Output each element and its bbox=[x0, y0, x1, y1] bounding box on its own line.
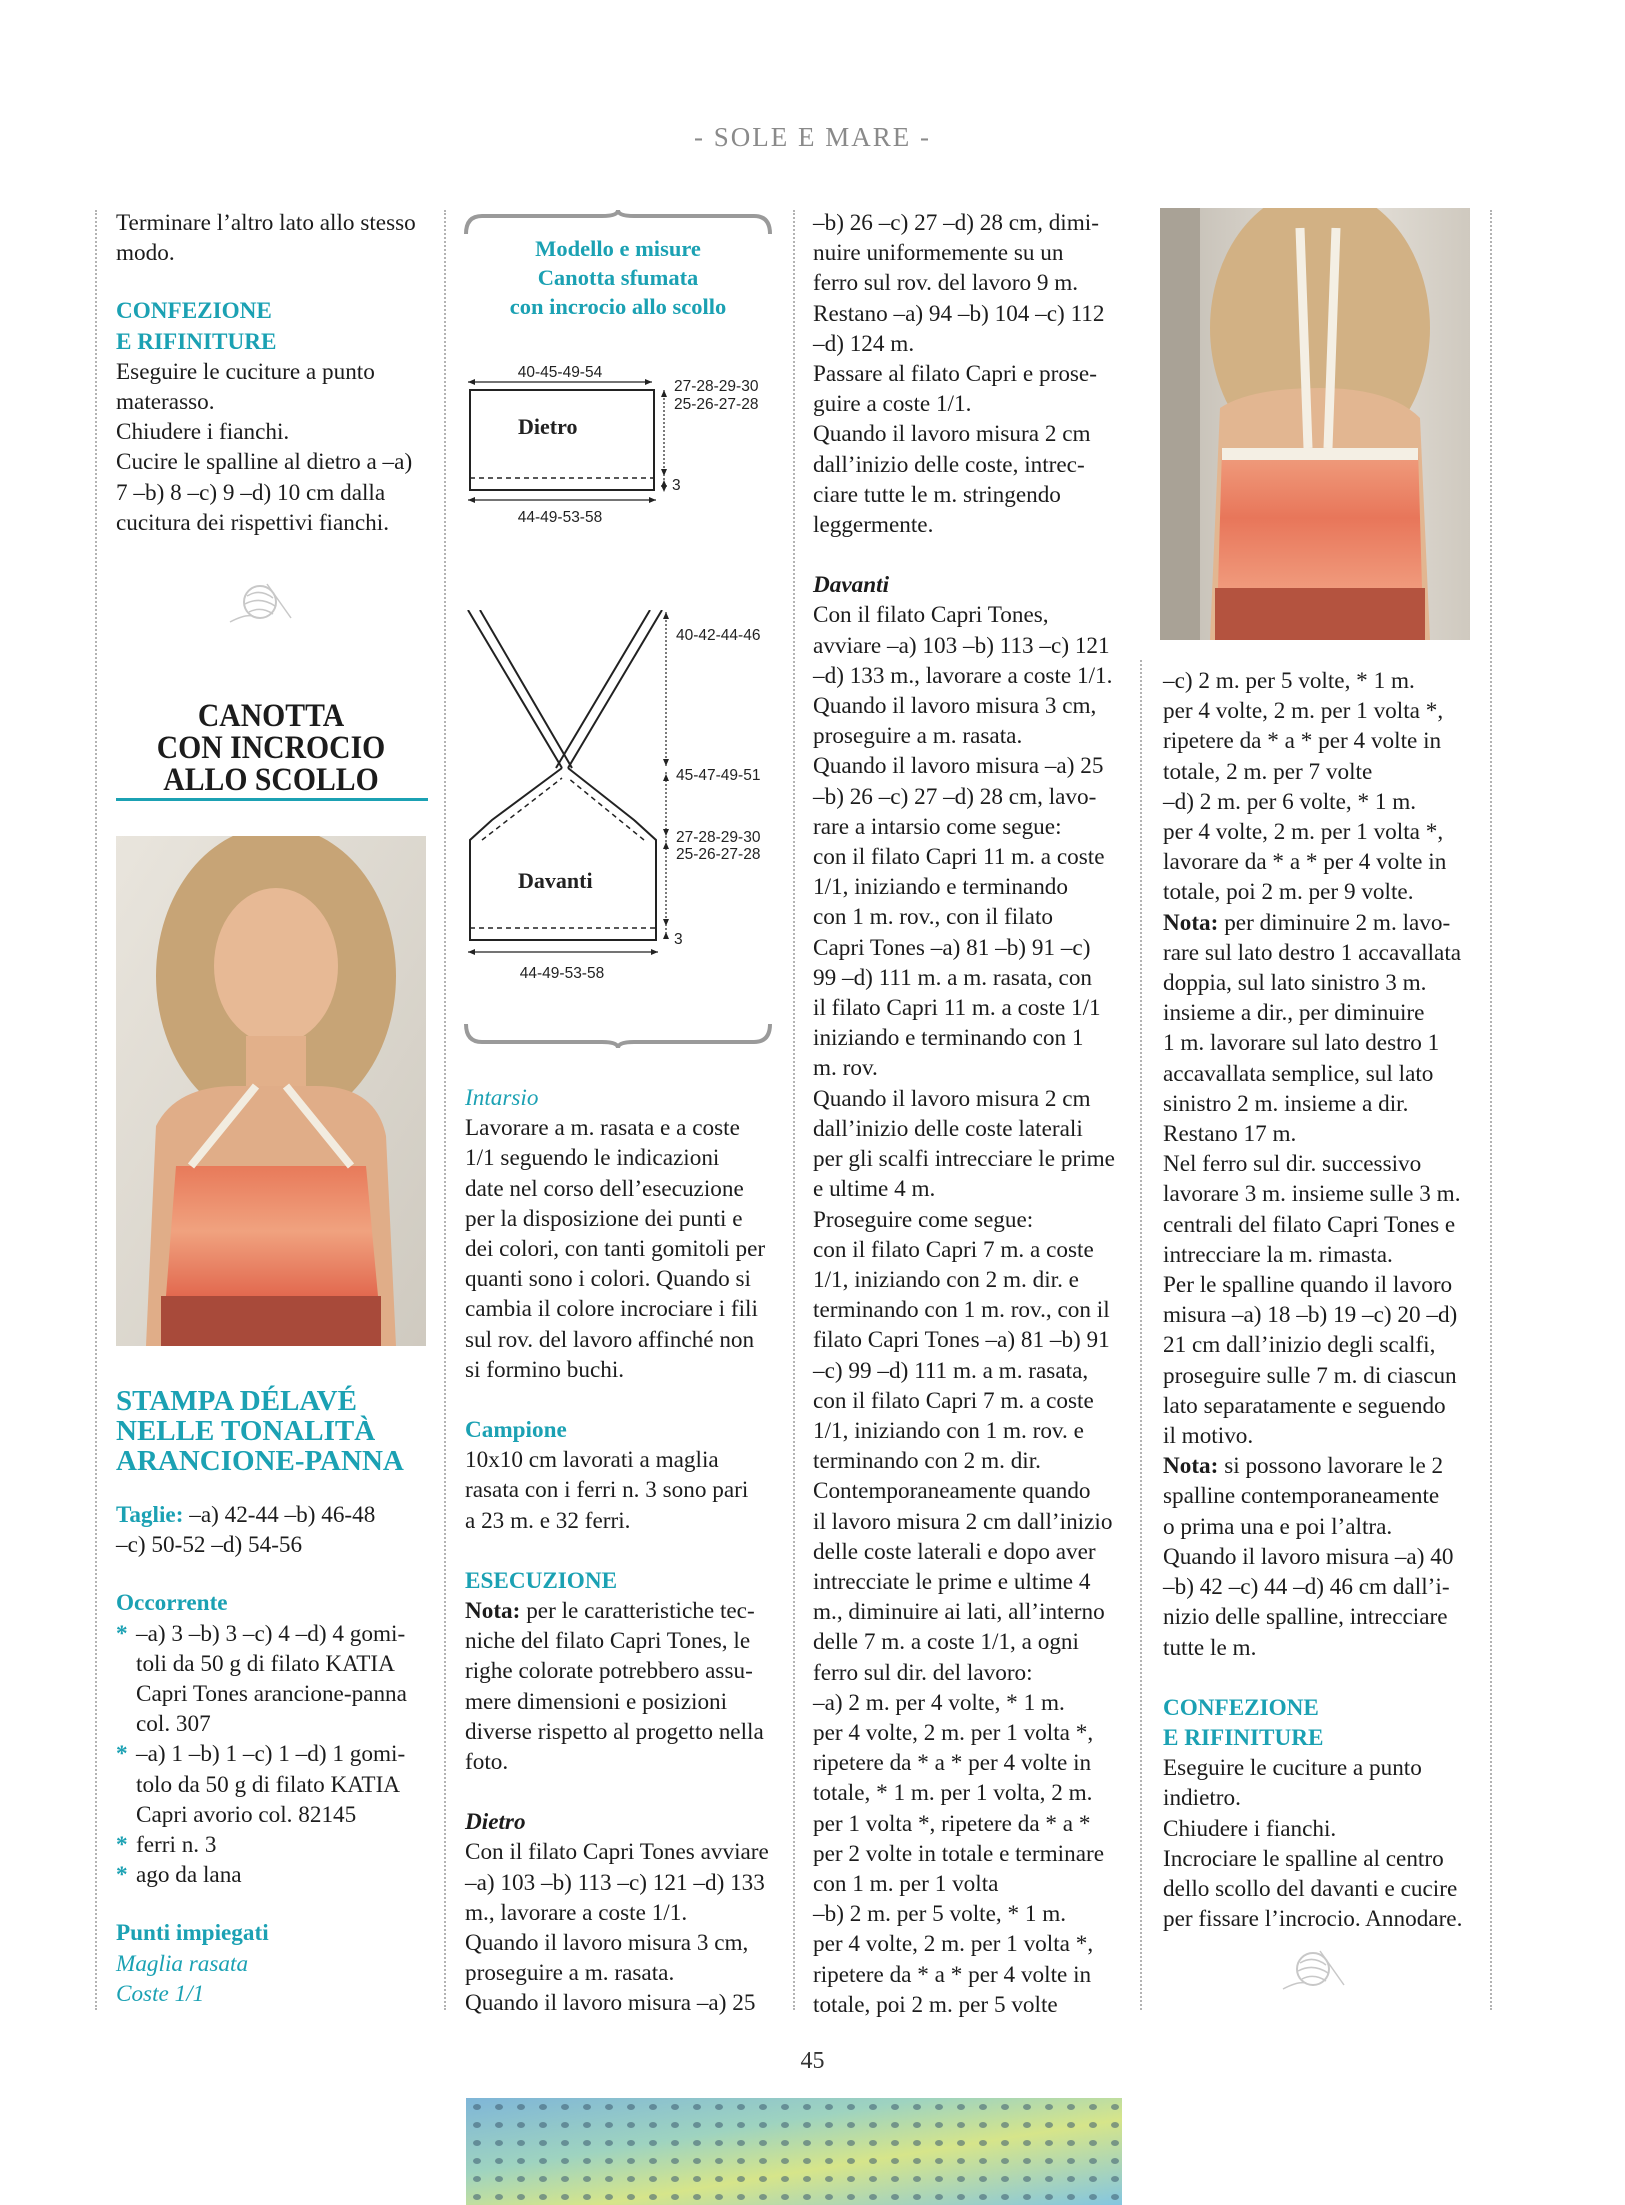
schematic-back bbox=[462, 360, 782, 540]
text-line: 1 m. lavorare sul lato destro 1 bbox=[1163, 1030, 1440, 1057]
text-line: per fissare l’incrocio. Annodare. bbox=[1163, 1906, 1463, 1933]
label-height-a: 27-28-29-30 bbox=[676, 829, 761, 846]
text-line: tutte le m. bbox=[1163, 1634, 1257, 1661]
text-line: intrecciate le prime e ultime 4 bbox=[813, 1568, 1091, 1595]
section-heading: E RIFINITURE bbox=[116, 328, 277, 355]
text-line: –a) 42-44 –b) 46-48 bbox=[189, 1502, 376, 1528]
column-divider bbox=[793, 210, 795, 2010]
text-line: con il filato Capri 7 m. a coste bbox=[813, 1236, 1094, 1263]
text-line: ripetere da * a * per 4 volte in bbox=[813, 1961, 1092, 1988]
text-line: 1/1 seguendo le indicazioni bbox=[465, 1145, 720, 1172]
text-line: ciare tutte le m. stringendo bbox=[813, 481, 1061, 508]
text-line: m. rov. bbox=[813, 1055, 878, 1082]
text-line: Quando il lavoro misura –a) 25 bbox=[465, 1990, 756, 2017]
list-item: ferri n. 3 bbox=[136, 1832, 217, 1859]
text-line: 1/1, iniziando e terminando bbox=[813, 874, 1068, 901]
text-line: dall’inizio delle coste, intrec- bbox=[813, 451, 1085, 478]
section-heading: Davanti bbox=[813, 572, 890, 599]
section-heading: Campione bbox=[465, 1417, 567, 1444]
text-line: m., diminuire ai lati, all’interno bbox=[813, 1599, 1105, 1626]
text-line: sinistro 2 m. insieme a dir. bbox=[1163, 1090, 1409, 1117]
text-line: doppia, sul lato sinistro 3 m. bbox=[1163, 970, 1427, 997]
pattern-title: CANOTTA CON INCROCIO ALLO SCOLLO bbox=[156, 698, 386, 798]
list-item: tolo da 50 g di filato KATIA bbox=[136, 1771, 401, 1798]
text-line: righe colorate potrebbero assu- bbox=[465, 1658, 753, 1685]
text-line: –c) 2 m. per 5 volte, * 1 m. bbox=[1163, 668, 1415, 694]
text-line: ferro sul dir. del lavoro: bbox=[813, 1659, 1033, 1686]
text-line: rare a intarsio come segue: bbox=[813, 813, 1062, 840]
text-line: con il filato Capri 7 m. a coste bbox=[813, 1387, 1094, 1414]
label-height-b: 25-26-27-28 bbox=[674, 396, 759, 413]
text-line: il motivo. bbox=[1163, 1423, 1254, 1450]
text-line: –d) 133 m., lavorare a coste 1/1. bbox=[813, 662, 1113, 689]
column-2-text bbox=[465, 1083, 777, 2019]
text-line: rasata con i ferri n. 3 sono pari bbox=[465, 1477, 749, 1504]
text-line: date nel corso dell’esecuzione bbox=[465, 1175, 744, 1202]
list-item: ago da lana bbox=[136, 1862, 242, 1889]
text-line: 1/1, iniziando con 2 m. dir. e bbox=[813, 1266, 1079, 1293]
text-line: per diminuire 2 m. lavo- bbox=[1218, 909, 1451, 936]
list-item: Capri avorio col. 82145 bbox=[136, 1801, 357, 1828]
text-line: terminando con 1 m. rov., con il bbox=[813, 1297, 1110, 1324]
note-label: Nota: bbox=[465, 1598, 521, 1625]
text-line: rare sul lato destro 1 accavallata bbox=[1163, 939, 1462, 966]
label-total: 45-47-49-51 bbox=[676, 767, 761, 784]
list-item: –a) 3 –b) 3 –c) 4 –d) 4 gomi- bbox=[136, 1620, 406, 1647]
intro-line: modo. bbox=[116, 240, 175, 267]
text-line: mere dimensioni e posizioni bbox=[465, 1688, 728, 1715]
text-line: materasso. bbox=[116, 389, 215, 416]
model-back-photo bbox=[1160, 208, 1470, 640]
text-line: Per le spalline quando il lavoro bbox=[1163, 1272, 1453, 1299]
text-line: –b) 26 –c) 27 –d) 28 cm, dimi- bbox=[813, 210, 1099, 236]
label-bottom-width: 44-49-53-58 bbox=[517, 509, 603, 526]
column-3-text bbox=[813, 208, 1125, 2020]
text-line: m., lavorare a coste 1/1. bbox=[465, 1899, 688, 1926]
label-front: Davanti bbox=[518, 868, 593, 893]
text-line: centrali del filato Capri Tones e bbox=[1163, 1211, 1456, 1238]
label-strap: 40-42-44-46 bbox=[676, 627, 761, 644]
text-line: proseguire sulle 7 m. di ciascun bbox=[1163, 1362, 1457, 1389]
text-line: con 1 m. per 1 volta bbox=[813, 1870, 999, 1897]
text-line: totale, * 1 m. per 1 volta, 2 m. bbox=[813, 1780, 1093, 1807]
text-line: –b) 26 –c) 27 –d) 28 cm, lavo- bbox=[813, 783, 1097, 810]
schematic-front bbox=[462, 610, 782, 1000]
text-line: avviare –a) 103 –b) 113 –c) 121 bbox=[813, 632, 1110, 659]
text-line: terminando con 2 m. dir. bbox=[813, 1448, 1041, 1475]
text-line: –c) 99 –d) 111 m. a m. rasata, bbox=[813, 1357, 1089, 1384]
text-line: 21 cm dall’inizio degli scalfi, bbox=[1163, 1332, 1436, 1359]
text-line: Con il filato Capri Tones avviare bbox=[465, 1839, 769, 1866]
section-heading: E RIFINITURE bbox=[1163, 1724, 1324, 1751]
text-line: Quando il lavoro misura 3 cm, bbox=[465, 1930, 749, 1957]
yarn-ball-icon bbox=[225, 578, 295, 628]
text-line: 10x10 cm lavorati a maglia bbox=[465, 1447, 719, 1474]
text-line: cambia il colore incrociare i fili bbox=[465, 1296, 758, 1323]
text-line: Cucire le spalline al dietro a –a) bbox=[116, 449, 413, 476]
column-divider bbox=[95, 210, 97, 2010]
text-line: per 4 volte, 2 m. per 1 volta *, bbox=[813, 1931, 1094, 1958]
model-front-photo bbox=[116, 836, 426, 1346]
diagram-bracket-bottom bbox=[462, 1020, 774, 1050]
text-line: indietro. bbox=[1163, 1785, 1241, 1812]
text-line: Eseguire le cuciture a punto bbox=[116, 358, 375, 385]
stitch-item: Coste 1/1 bbox=[116, 1980, 205, 2007]
text-line: –d) 2 m. per 6 volte, * 1 m. bbox=[1163, 788, 1417, 815]
text-line: con 1 m. rov., con il filato bbox=[813, 904, 1053, 931]
text-line: –c) 50-52 –d) 54-56 bbox=[116, 1532, 303, 1559]
label-height-a: 27-28-29-30 bbox=[674, 378, 759, 395]
text-line: –b) 42 –c) 44 –d) 46 cm dall’i- bbox=[1163, 1574, 1450, 1601]
column-1-bottom: Taglie: –a) 42-44 –b) 46-48 –c) 50-52 –d) 54-56 Occorrente * –a) 3 –b) 3 –c) 4 –d) 4 gomi- toli da 50 g di filato KATIA Capri Tones arancione-panna col. 307 * –a) 1 –b) 1 –c) 1 –d) 1 gomi- tolo da 50 g di filato KATIA Capri avorio col. 82145 * ferri n. 3 * ago da lana Punti impiegati Maglia rasata Coste 1/1 bbox=[116, 1500, 436, 2009]
text-line: Quando il lavoro misura –a) 25 bbox=[813, 753, 1104, 780]
label-height-b: 25-26-27-28 bbox=[676, 846, 761, 863]
list-item: –a) 1 –b) 1 –c) 1 –d) 1 gomi- bbox=[136, 1741, 406, 1768]
running-header: - SOLE E MARE - bbox=[694, 122, 931, 152]
text-line: totale, 2 m. per 7 volte bbox=[1163, 758, 1373, 785]
yarn-ball-icon bbox=[1278, 1945, 1348, 1995]
text-line: si possono lavorare le 2 bbox=[1218, 1453, 1444, 1480]
text-line: proseguire a m. rasata. bbox=[465, 1960, 675, 1987]
text-line: –a) 2 m. per 4 volte, * 1 m. bbox=[813, 1689, 1065, 1716]
text-line: totale, poi 2 m. per 9 volte. bbox=[1163, 879, 1414, 906]
label-top-width: 40-45-49-54 bbox=[517, 364, 603, 381]
text-line: quanti sono i colori. Quando si bbox=[465, 1266, 751, 1293]
text-line: spalline contemporaneamente bbox=[1163, 1483, 1440, 1510]
list-item: Capri Tones arancione-panna bbox=[136, 1681, 407, 1708]
text-line: Restano –a) 94 –b) 104 –c) 112 bbox=[813, 300, 1105, 327]
taglie-label: Taglie: bbox=[116, 1502, 184, 1528]
intro-line: Terminare l’altro lato allo stesso bbox=[116, 210, 416, 236]
text-line: diverse rispetto al progetto nella bbox=[465, 1718, 764, 1745]
text-line: Chiudere i fianchi. bbox=[116, 419, 290, 446]
title-underline bbox=[116, 798, 428, 801]
column-1-top bbox=[116, 208, 431, 538]
section-heading: ESECUZIONE bbox=[465, 1567, 618, 1594]
text-line: delle 7 m. a coste 1/1, a ogni bbox=[813, 1629, 1079, 1656]
text-line: sul rov. del lavoro affinché non bbox=[465, 1326, 755, 1353]
column-divider bbox=[1490, 210, 1492, 2010]
text-line: Proseguire come segue: bbox=[813, 1206, 1034, 1233]
list-item: col. 307 bbox=[136, 1711, 211, 1738]
text-line: accavallata semplice, sul lato bbox=[1163, 1060, 1434, 1087]
label-rib: 3 bbox=[674, 931, 683, 948]
text-line: per 2 volte in totale e terminare bbox=[813, 1840, 1105, 1867]
column-divider bbox=[1140, 660, 1142, 2010]
text-line: 1/1, iniziando con 1 m. rov. e bbox=[813, 1417, 1084, 1444]
text-line: insieme a dir., per diminuire bbox=[1163, 1000, 1425, 1027]
section-heading: CONFEZIONE bbox=[116, 298, 272, 325]
text-line: lato separatamente e seguendo bbox=[1163, 1392, 1446, 1419]
text-line: Contemporaneamente quando bbox=[813, 1478, 1091, 1505]
knit-detail-photo bbox=[466, 2098, 1122, 2205]
text-line: 7 –b) 8 –c) 9 –d) 10 cm dalla bbox=[116, 479, 386, 506]
note-label: Nota: bbox=[1163, 1453, 1219, 1480]
text-line: misura –a) 18 –b) 19 –c) 20 –d) bbox=[1163, 1302, 1458, 1329]
section-heading: CONFEZIONE bbox=[1163, 1694, 1319, 1721]
section-heading: Punti impiegati bbox=[116, 1920, 269, 1947]
text-line: intrecciare la m. rimasta. bbox=[1163, 1241, 1393, 1268]
text-line: Capri Tones –a) 81 –b) 91 –c) bbox=[813, 934, 1091, 961]
text-line: Incrociare le spalline al centro bbox=[1163, 1845, 1444, 1872]
text-line: per 4 volte, 2 m. per 1 volta *, bbox=[813, 1719, 1094, 1746]
text-line: per 4 volte, 2 m. per 1 volta *, bbox=[1163, 819, 1444, 846]
text-line: a 23 m. e 32 ferri. bbox=[465, 1507, 631, 1534]
section-heading: Occorrente bbox=[116, 1590, 228, 1617]
text-line: guire a coste 1/1. bbox=[813, 391, 972, 418]
text-line: ripetere da * a * per 4 volte in bbox=[813, 1750, 1092, 1777]
label-back: Dietro bbox=[518, 414, 578, 439]
text-line: Lavorare a m. rasata e a coste bbox=[465, 1115, 740, 1142]
text-line: nizio delle spalline, intrecciare bbox=[1163, 1604, 1448, 1631]
text-line: si formino buchi. bbox=[465, 1356, 625, 1383]
text-line: nuire uniformemente su un bbox=[813, 240, 1064, 267]
text-line: per le caratteristiche tec- bbox=[520, 1598, 755, 1625]
text-line: –a) 103 –b) 113 –c) 121 –d) 133 bbox=[465, 1869, 765, 1896]
stitch-item: Maglia rasata bbox=[116, 1950, 249, 1977]
list-item: toli da 50 g di filato KATIA bbox=[136, 1650, 395, 1677]
text-line: Quando il lavoro misura 3 cm, bbox=[813, 693, 1097, 720]
text-line: filato Capri Tones –a) 81 –b) 91 bbox=[813, 1327, 1110, 1354]
text-line: delle coste laterali e dopo aver bbox=[813, 1538, 1096, 1565]
text-line: –d) 124 m. bbox=[813, 330, 915, 357]
text-line: Nel ferro sul dir. successivo bbox=[1163, 1151, 1422, 1178]
text-line: ferro sul rov. del lavoro 9 m. bbox=[813, 270, 1079, 297]
text-line: Quando il lavoro misura –a) 40 bbox=[1163, 1543, 1454, 1570]
note-label: Nota: bbox=[1163, 909, 1219, 936]
text-line: totale, poi 2 m. per 5 volte bbox=[813, 1991, 1058, 2018]
label-bottom-width: 44-49-53-58 bbox=[519, 965, 605, 982]
text-line: Con il filato Capri Tones, bbox=[813, 602, 1049, 629]
text-line: lavorare 3 m. insieme sulle 3 m. bbox=[1163, 1181, 1461, 1208]
text-line: niche del filato Capri Tones, le bbox=[465, 1628, 751, 1655]
text-line: lavorare da * a * per 4 volte in bbox=[1163, 849, 1447, 876]
text-line: leggermente. bbox=[813, 512, 934, 539]
text-line: il lavoro misura 2 cm dall’inizio bbox=[813, 1508, 1113, 1535]
section-heading: Intarsio bbox=[465, 1085, 539, 1111]
text-line: Chiudere i fianchi. bbox=[1163, 1815, 1337, 1842]
text-line: per la disposizione dei punti e bbox=[465, 1205, 743, 1232]
text-line: cucitura dei rispettivi fianchi. bbox=[116, 509, 389, 536]
text-line: dello scollo del davanti e cucire bbox=[1163, 1875, 1458, 1902]
text-line: e ultime 4 m. bbox=[813, 1176, 936, 1203]
text-line: con il filato Capri 11 m. a coste bbox=[813, 844, 1105, 871]
text-line: proseguire a m. rasata. bbox=[813, 723, 1023, 750]
label-rib: 3 bbox=[672, 477, 681, 494]
text-line: Eseguire le cuciture a punto bbox=[1163, 1755, 1422, 1782]
page-number: 45 bbox=[800, 2048, 825, 2074]
text-line: per 1 volta *, ripetere da * a * bbox=[813, 1810, 1091, 1837]
text-line: Quando il lavoro misura 2 cm bbox=[813, 1085, 1091, 1112]
text-line: dall’inizio delle coste laterali bbox=[813, 1115, 1083, 1142]
column-4-text bbox=[1163, 666, 1475, 1934]
section-heading: Dietro bbox=[465, 1809, 526, 1836]
text-line: Restano 17 m. bbox=[1163, 1121, 1297, 1148]
text-line: –b) 2 m. per 5 volte, * 1 m. bbox=[813, 1901, 1067, 1928]
text-line: per 4 volte, 2 m. per 1 volta *, bbox=[1163, 698, 1444, 725]
text-line: Quando il lavoro misura 2 cm bbox=[813, 421, 1091, 448]
text-line: foto. bbox=[465, 1749, 509, 1776]
text-line: per gli scalfi intrecciare le prime bbox=[813, 1146, 1115, 1173]
column-divider bbox=[444, 210, 446, 2010]
text-line: dei colori, con tanti gomitoli per bbox=[465, 1236, 766, 1263]
pattern-subtitle: STAMPA DÉLAVÉ NELLE TONALITÀ ARANCIONE-PANNA bbox=[116, 1385, 404, 1477]
text-line: o prima una e poi l’altra. bbox=[1163, 1513, 1393, 1540]
text-line: ripetere da * a * per 4 volte in bbox=[1163, 728, 1442, 755]
diagram-title: Modello e misure Canotta sfumata con incrocio allo scollo bbox=[509, 236, 727, 319]
text-line: il filato Capri 11 m. a coste 1/1 bbox=[813, 995, 1101, 1022]
text-line: 99 –d) 111 m. a m. rasata, con bbox=[813, 964, 1093, 991]
text-line: Passare al filato Capri e prose- bbox=[813, 361, 1097, 388]
text-line: iniziando e terminando con 1 bbox=[813, 1025, 1084, 1052]
